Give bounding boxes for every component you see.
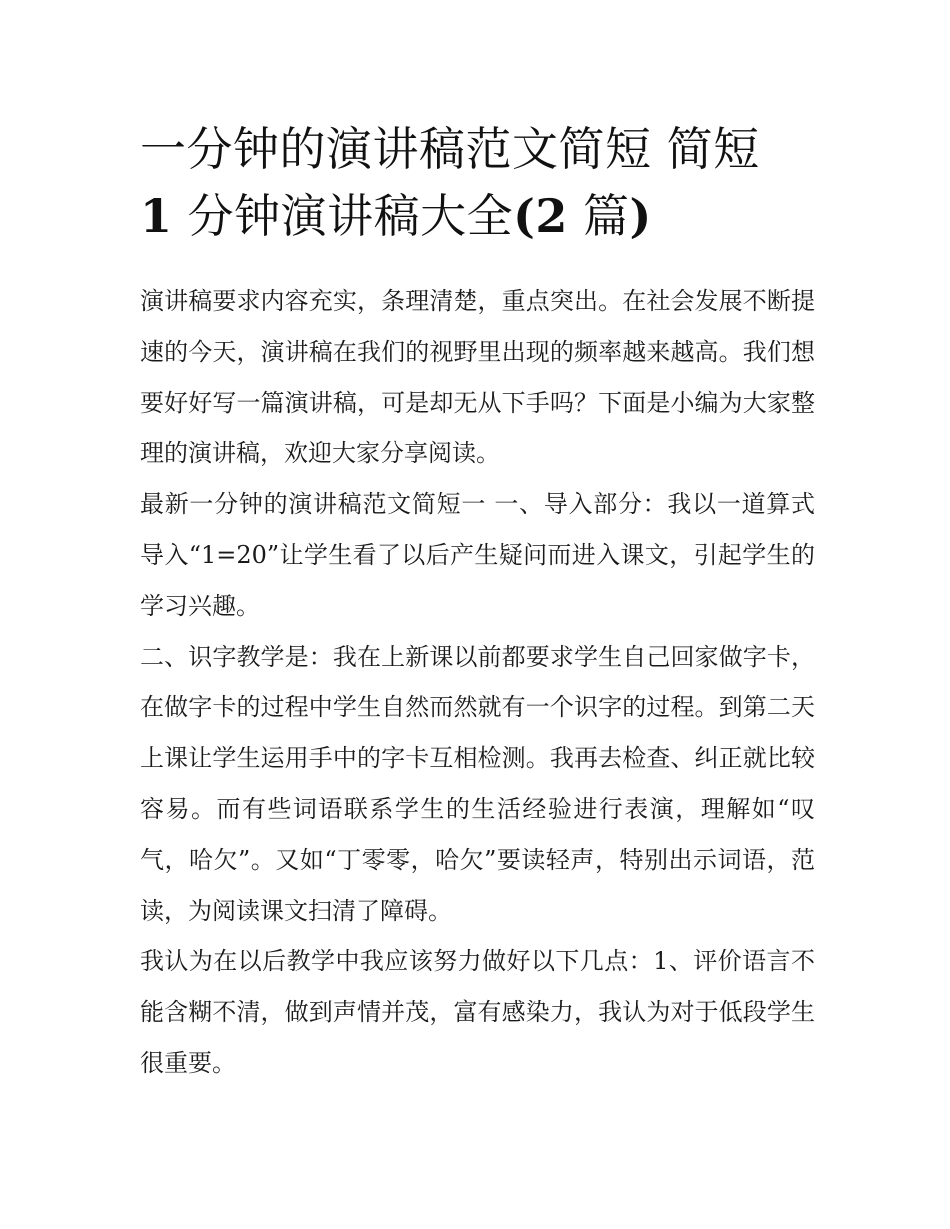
title-paren-close: ) [629,189,652,243]
title-number: 1 [140,189,173,243]
document-content [140,116,815,1089]
paragraph-section-2: 二、识字教学是：我在上新课以前都要求学生自己回家做字卡，在做字卡的过程中学生自然而然就有一个识字的过程。到第二天上课让学生运用手中的字卡互相检测。我再去检查、纠正就比较容易。而有些词语联系学生的生活经验进行表演，理解如“叹气，哈欠”。又如“丁零零，哈欠”要读轻声，特别出示词语，范读，为阅读课文扫清了障碍。 [140,642,815,925]
title-paren-count: (2 [513,189,568,243]
document-title [140,116,815,250]
title-line-1: 一分钟的演讲稿范文简短 简短 [140,122,760,176]
paragraph-section-1: 最新一分钟的演讲稿范文简短一 一、导入部分：我以一道算式导入“1=20”让学生看了以后产生疑问而进入课文，引起学生的学习兴趣。 [140,490,815,620]
title-line-2-text: 分钟演讲稿大全 [187,189,514,243]
paragraph-section-3: 我认为在以后教学中我应该努力做好以下几点：1、评价语言不能含糊不清，做到声情并茂，富有感染力，我认为对于低段学生很重要。 [140,947,815,1077]
paragraph-intro: 演讲稿要求内容充实，条理清楚，重点突出。在社会发展不断提速的今天，演讲稿在我们的视野里出现的频率越来越高。我们想要好好写一篇演讲稿，可是却无从下手吗？下面是小编为大家整理的演讲稿，欢迎大家分享阅读。 [140,287,815,468]
title-pian: 篇 [583,189,630,243]
